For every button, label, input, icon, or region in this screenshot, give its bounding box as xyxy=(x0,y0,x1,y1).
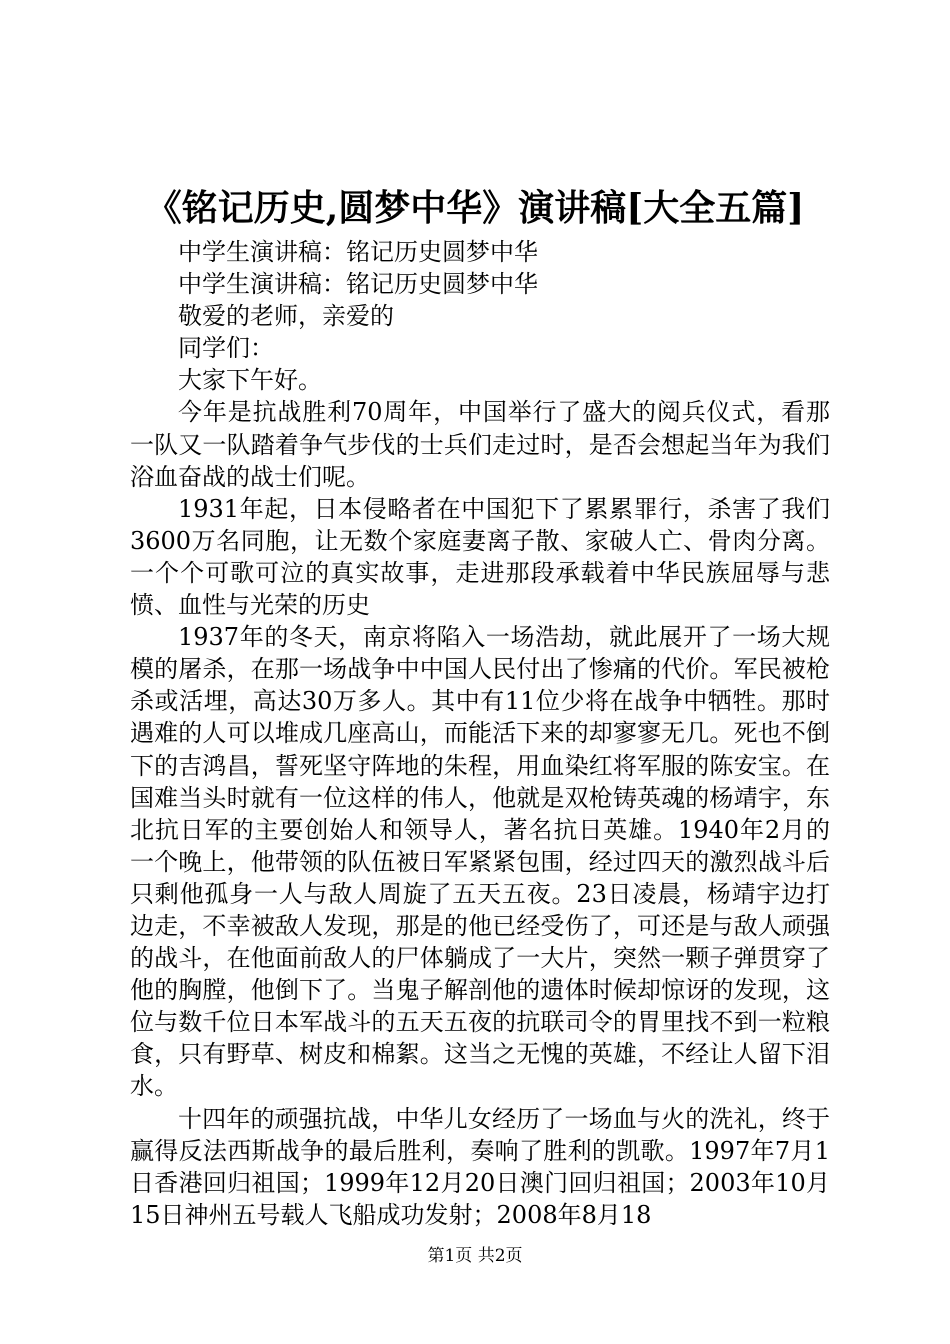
paragraph-greeting: 大家下午好。 xyxy=(178,366,322,395)
page-footer: 第1页 共2页 xyxy=(427,1246,523,1266)
paragraph-body: 1931年起，日本侵略者在中国犯下了累累罪行，杀害了我们3600万名同胞，让无数个家庭妻离子散、家破人亡、骨肉分离。一个个可歌可泣的真实故事，走进那段承载着中华民族屈辱与悲愤、血性与光荣的历史 xyxy=(130,494,830,620)
paragraph-body: 1937年的冬天，南京将陷入一场浩劫，就此展开了一场大规模的屠杀，在那一场战争中中国人民付出了惨痛的代价。军民被枪杀或活埋，高达30万多人。其中有11位少将在战争中牺牲。那时遇难的人可以堆成几座高山，而能活下来的却寥寥无几。死也不倒下的吉鸿昌，誓死坚守阵地的朱程，用血染红将军服的陈安宝。在国难当头时就有一位这样的伟人，他就是双枪铸英魂的杨靖宇，东北抗日军的主要创始人和领导人，著名抗日英雄。1940年2月的一个晚上，他带领的队伍被日军紧紧包围，经过四天的激烈战斗后只剩他孤身一人与敌人周旋了五天五夜。23日凌晨，杨靖宇边打边走，不幸被敌人发现，那是的他已经受伤了，可还是与敌人顽强的战斗，在他面前敌人的尸体躺成了一大片，突然一颗子弹贯穿了他的胸膛，他倒下了。当鬼子解剖他的遗体时候却惊讶的发现，这位与数千位日本军战斗的五天五夜的抗联司令的胃里找不到一粒粮食，只有野草、树皮和棉絮。这当之无愧的英雄，不经让人留下泪水。 xyxy=(130,623,830,1101)
document-body xyxy=(130,236,830,1231)
paragraph-subtitle-2: 中学生演讲稿：铭记历史圆梦中华 xyxy=(178,270,538,299)
document-title: 《铭记历史,圆梦中华》演讲稿[大全五篇] xyxy=(145,187,805,229)
paragraph-salutation-cont: 同学们： xyxy=(178,334,274,363)
paragraph-body: 今年是抗战胜利70周年，中国举行了盛大的阅兵仪式，看那一队又一队踏着争气步伐的士兵们走过时，是否会想起当年为我们浴血奋战的战士们呢。 xyxy=(130,398,830,491)
paragraph-salutation: 敬爱的老师，亲爱的 xyxy=(178,302,394,331)
paragraph-subtitle-1: 中学生演讲稿：铭记历史圆梦中华 xyxy=(178,238,538,266)
paragraph-body: 十四年的顽强抗战，中华儿女经历了一场血与火的洗礼，终于赢得反法西斯战争的最后胜利，奏响了胜利的凯歌。1997年7月1日香港回归祖国；1999年12月20日澳门回归祖国；2003年10月15日神州五号载人飞船成功发射；2008年8月18 xyxy=(130,1104,830,1229)
